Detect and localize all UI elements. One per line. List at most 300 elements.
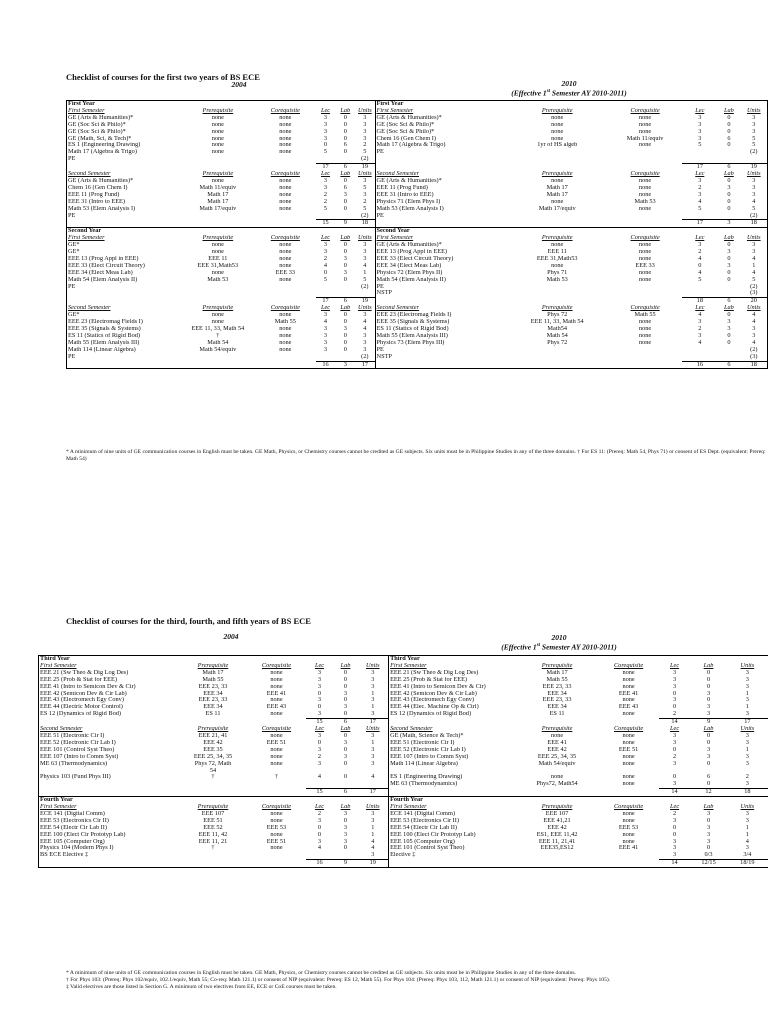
table-cell: EEE 52 (Electronic Cir Lab I) bbox=[40, 739, 116, 746]
curriculum-effective: (Effective 1st Semester AY 2010-2011) bbox=[501, 642, 617, 652]
table-cell: Math 54 bbox=[207, 339, 229, 346]
table-cell: 0 bbox=[727, 205, 731, 212]
table-cell: 5 bbox=[363, 149, 367, 156]
table-cell: 15 bbox=[306, 719, 334, 726]
checklist-table-first-two-years bbox=[66, 100, 768, 369]
table-cell: Lab bbox=[724, 235, 734, 242]
table-cell: 3 bbox=[752, 114, 756, 121]
table-cell: 5 bbox=[698, 276, 702, 283]
table-cell: 3 bbox=[745, 697, 749, 704]
table-cell bbox=[717, 149, 740, 156]
table-cell bbox=[682, 347, 717, 354]
table-cell: 3 bbox=[317, 683, 322, 690]
course-row bbox=[67, 326, 768, 333]
table-cell: none bbox=[211, 312, 224, 319]
course-row bbox=[39, 774, 768, 781]
table-cell: PE bbox=[375, 347, 507, 354]
table-cell: EEE 11, 21,41 bbox=[538, 838, 576, 845]
table-cell: 4 bbox=[698, 312, 702, 319]
table-cell bbox=[316, 290, 336, 297]
table-cell: Units bbox=[358, 235, 372, 242]
table-cell: 3 bbox=[752, 242, 756, 249]
table-cell: none bbox=[622, 774, 635, 781]
table-cell: 3 bbox=[698, 177, 702, 184]
table-cell: ES 12 (Dynamics of Rigid Bod) bbox=[389, 711, 516, 718]
table-cell: 0 bbox=[343, 177, 347, 184]
table-cell: none bbox=[638, 114, 652, 121]
table-cell: 3 bbox=[698, 191, 702, 198]
table-cell: Lec bbox=[320, 171, 331, 178]
table-cell: 0 bbox=[343, 732, 348, 739]
table-cell: 4 bbox=[752, 269, 756, 276]
table-cell: 3 bbox=[745, 760, 749, 767]
table-cell: EEE 42 bbox=[547, 746, 567, 753]
table-cell: PE bbox=[68, 212, 76, 219]
table-cell: GE (Arts & Humanities)* bbox=[375, 242, 507, 249]
table-cell: PE bbox=[375, 149, 507, 156]
table-cell bbox=[599, 768, 659, 775]
table-cell: EEE 13 (Prog Appl in EEE) bbox=[68, 255, 139, 262]
table-cell: none bbox=[279, 184, 292, 191]
table-cell: 3 bbox=[672, 683, 677, 690]
course-row bbox=[67, 122, 768, 129]
table-cell: 3 bbox=[706, 704, 711, 711]
table-cell: 3 bbox=[323, 326, 328, 332]
table-cell: EEE 11, 33, Math 54 bbox=[191, 326, 245, 332]
table-cell: none bbox=[622, 669, 635, 676]
table-cell: EEE 11 bbox=[208, 255, 228, 262]
table-cell bbox=[682, 149, 717, 156]
table-cell: 3 bbox=[672, 817, 677, 824]
course-row bbox=[67, 347, 768, 354]
table-cell: 4 bbox=[698, 269, 702, 276]
table-cell bbox=[717, 290, 740, 297]
table-cell: Second Semester bbox=[389, 726, 516, 733]
table-cell: 3 bbox=[745, 739, 749, 746]
table-cell: EEE 11, 33, Math 54 bbox=[530, 319, 584, 326]
table-cell: Math 55 (Elem Analysis III) bbox=[375, 333, 507, 340]
table-cell: 0/3 bbox=[704, 852, 713, 859]
table-cell bbox=[691, 768, 727, 775]
table-cell: none bbox=[279, 346, 292, 353]
course-row bbox=[67, 142, 768, 149]
table-cell: Lab bbox=[724, 305, 734, 312]
table-cell: Math 55 (Elem Analysis III) bbox=[68, 339, 140, 346]
table-cell: Physics 72 (Elem Phys II) bbox=[375, 270, 507, 277]
table-cell: ES1, EEE 11,42 bbox=[536, 831, 578, 838]
table-cell: 4 bbox=[752, 198, 756, 205]
course-row bbox=[39, 677, 768, 684]
table-cell: Physics 103 (Fund Phys III) bbox=[40, 774, 111, 781]
table-cell: 0 bbox=[706, 669, 711, 676]
table-cell: 0 bbox=[706, 683, 711, 690]
table-cell bbox=[599, 719, 659, 726]
table-cell: Lec bbox=[695, 305, 705, 312]
table-cell: 6 bbox=[706, 774, 711, 781]
table-cell bbox=[682, 156, 717, 163]
table-cell: First Year bbox=[67, 101, 376, 108]
course-row bbox=[39, 818, 768, 825]
table-cell: none bbox=[270, 732, 283, 739]
table-cell: EEE 52 (Electronic Cir Lab I) bbox=[389, 747, 516, 754]
table-cell: none bbox=[622, 781, 635, 788]
table-cell: none bbox=[270, 817, 283, 824]
table-cell: 3 bbox=[371, 732, 375, 739]
table-cell: Lab bbox=[724, 171, 734, 178]
table-cell: 18 bbox=[682, 298, 717, 305]
table-cell: Corequisite bbox=[261, 726, 292, 733]
table-cell: none bbox=[550, 732, 564, 739]
table-cell: Second Semester bbox=[375, 171, 507, 178]
table-cell: Elective ‡ bbox=[389, 852, 516, 859]
table-cell: 0 bbox=[343, 676, 348, 683]
table-cell bbox=[717, 284, 740, 291]
table-cell: 0 bbox=[343, 135, 347, 142]
table-cell bbox=[335, 290, 355, 297]
table-cell: 0 bbox=[343, 332, 347, 339]
table-cell: 0 bbox=[727, 177, 731, 184]
note: * A minimum of nine units of GE communication courses in English must be taken. GE Math, Physics, or Chemistry courses cannot be credited as GE subjects. Six units must be in Philippine Studies in any of the three domains. bbox=[66, 970, 576, 976]
table-cell: EEE 23 (Electromag Fields I) bbox=[68, 319, 143, 326]
table-cell: 3 bbox=[363, 249, 367, 256]
table-cell bbox=[507, 361, 608, 369]
table-cell: EEE 33 (Elect Circuit Theory) bbox=[375, 256, 507, 263]
table-cell bbox=[375, 361, 507, 369]
table-cell: EEE 25 (Prob & Stat for EEE) bbox=[389, 677, 516, 684]
table-cell: EEE 100 (Elect Cir Prototyp Lab) bbox=[389, 832, 516, 839]
table-cell: 0 bbox=[343, 128, 347, 135]
table-cell: none bbox=[279, 326, 292, 332]
table-cell bbox=[516, 789, 599, 797]
table-cell: Physics 104 (Modern Phys I) bbox=[40, 845, 114, 852]
table-cell bbox=[248, 860, 306, 868]
table-cell: 0 bbox=[343, 319, 347, 326]
table-cell: 4 bbox=[317, 774, 322, 781]
table-cell bbox=[717, 347, 740, 354]
table-cell: none bbox=[279, 142, 292, 149]
table-cell: Corequisite bbox=[613, 662, 644, 669]
table-cell: none bbox=[551, 128, 564, 135]
course-row bbox=[67, 249, 768, 256]
table-cell: Lab bbox=[340, 804, 351, 811]
table-cell: none bbox=[638, 142, 652, 149]
table-cell: EEE 53 (Electronics Cir II) bbox=[389, 818, 516, 825]
table-cell: 3 bbox=[371, 753, 375, 760]
table-cell: 5 bbox=[698, 205, 702, 212]
table-cell bbox=[179, 789, 248, 797]
table-cell: 3 bbox=[672, 739, 677, 746]
table-cell: none bbox=[279, 177, 292, 184]
table-cell: 3 bbox=[745, 781, 749, 788]
table-cell: Units bbox=[358, 305, 372, 312]
table-cell: ES 12 (Dynamics of Rigid Bod) bbox=[40, 711, 121, 718]
table-cell bbox=[334, 781, 358, 788]
table-cell: 3 bbox=[706, 831, 711, 838]
table-cell: Units bbox=[365, 662, 380, 669]
table-cell: 3 bbox=[752, 191, 756, 198]
table-cell bbox=[507, 220, 608, 228]
table-cell: none bbox=[551, 198, 564, 205]
course-row bbox=[67, 115, 768, 122]
table-cell: 1 bbox=[371, 739, 375, 746]
table-cell: 3 bbox=[363, 177, 367, 184]
table-cell: † bbox=[216, 332, 220, 339]
table-cell bbox=[181, 354, 256, 361]
table-cell: Physics 71 (Elem Phys I) bbox=[375, 199, 507, 206]
table-cell: 3 bbox=[672, 732, 677, 739]
table-cell: 0 bbox=[706, 781, 711, 788]
table-cell: 0 bbox=[727, 198, 731, 205]
table-cell: EEE 105 (Computer Org) bbox=[389, 839, 516, 846]
table-cell: none bbox=[211, 249, 224, 256]
table-cell: none bbox=[279, 198, 292, 205]
semester-total-row bbox=[67, 298, 768, 305]
table-cell: 3 bbox=[317, 697, 322, 704]
table-cell: 3 bbox=[706, 690, 711, 697]
table-cell: Math 55 bbox=[274, 319, 296, 326]
table-cell: First Semester bbox=[68, 235, 105, 242]
table-cell: EEE 21 (Sw Theo & Dig Log Des) bbox=[389, 670, 516, 677]
table-cell: 3 bbox=[727, 249, 731, 256]
table-cell: EEE 107 (Intro to Comm Syst) bbox=[389, 754, 516, 761]
table-cell: Math 53 (Elem Analysis I) bbox=[375, 206, 507, 213]
table-cell: 3 bbox=[363, 121, 367, 128]
course-row bbox=[39, 747, 768, 754]
table-cell: 6 bbox=[717, 298, 740, 305]
table-cell: 17 bbox=[682, 164, 717, 171]
table-cell: 0 bbox=[727, 114, 731, 121]
table-cell: 0 bbox=[343, 198, 347, 205]
table-cell: EEE 11, 21 bbox=[198, 838, 228, 845]
table-cell bbox=[334, 768, 358, 775]
table-cell: Corequisite bbox=[630, 235, 660, 242]
table-cell: 3 bbox=[672, 697, 677, 704]
table-cell: 0 bbox=[698, 262, 702, 269]
table-cell: none bbox=[279, 339, 292, 346]
table-cell bbox=[179, 852, 248, 859]
table-cell: 5 bbox=[363, 276, 367, 283]
table-cell: First Semester bbox=[375, 108, 507, 115]
table-cell: none bbox=[279, 205, 292, 212]
table-cell: none bbox=[622, 711, 635, 718]
table-cell: 0 bbox=[706, 732, 711, 739]
table-cell: 15 bbox=[306, 789, 334, 797]
table-cell: EEE 105 (Computer Org) bbox=[40, 838, 105, 845]
table-cell: EEE 41 bbox=[266, 690, 287, 697]
table-cell bbox=[507, 156, 608, 163]
table-cell: none bbox=[279, 191, 292, 198]
table-cell: none bbox=[211, 114, 224, 121]
table-cell: 2 bbox=[363, 198, 367, 205]
table-cell: 3 bbox=[672, 838, 677, 845]
table-cell: 0 bbox=[343, 242, 347, 249]
table-cell: 5 bbox=[363, 184, 367, 191]
table-cell: GE (Soc Sci & Philo)* bbox=[68, 121, 126, 128]
table-cell: 0 bbox=[727, 142, 731, 149]
table-cell: 0 bbox=[343, 746, 348, 753]
table-cell: 3 bbox=[752, 332, 756, 339]
table-cell bbox=[335, 354, 355, 361]
table-cell: EEE 53 bbox=[266, 824, 287, 831]
table-cell: 17 bbox=[355, 361, 375, 369]
semester-header-row bbox=[39, 804, 768, 811]
table-cell: 16 bbox=[316, 361, 336, 369]
table-cell: 6 bbox=[717, 164, 740, 171]
table-cell bbox=[608, 284, 683, 291]
table-cell: 4 bbox=[363, 326, 367, 332]
table-cell: 3 bbox=[343, 326, 347, 332]
table-cell: Math 17 (Algebra & Trigo) bbox=[375, 142, 507, 149]
table-cell: 0 bbox=[343, 774, 348, 781]
table-cell: (2) bbox=[361, 156, 369, 163]
table-cell bbox=[507, 213, 608, 220]
semester-header-row bbox=[39, 663, 768, 670]
table-cell: 3 bbox=[363, 312, 367, 319]
table-cell: Math 54 (Elem Analysis II) bbox=[68, 276, 138, 283]
table-cell: 4 bbox=[363, 319, 367, 326]
table-cell: Prerequisite bbox=[197, 662, 229, 669]
table-cell bbox=[181, 164, 256, 171]
table-cell: none bbox=[211, 319, 224, 326]
table-cell: none bbox=[279, 149, 292, 156]
table-cell: none bbox=[550, 774, 564, 781]
table-cell: none bbox=[279, 114, 292, 121]
table-cell: EEE 34 bbox=[547, 704, 567, 711]
course-row bbox=[39, 781, 768, 788]
table-cell: none bbox=[638, 184, 652, 191]
table-cell: GE* bbox=[68, 249, 80, 256]
table-cell: none bbox=[279, 312, 292, 319]
table-cell: EEE 51 bbox=[266, 838, 287, 845]
table-cell: EEE 34 bbox=[203, 704, 223, 711]
table-cell: Prerequisite bbox=[541, 171, 573, 178]
table-cell: EEE 51 bbox=[266, 739, 287, 746]
table-cell: 2 bbox=[323, 255, 328, 262]
table-cell: none bbox=[270, 669, 283, 676]
table-cell: 3 bbox=[317, 817, 322, 824]
table-cell: 5 bbox=[323, 205, 328, 212]
table-cell bbox=[516, 719, 599, 726]
table-cell: 4 bbox=[371, 845, 375, 852]
table-cell: First Semester bbox=[40, 804, 77, 811]
table-cell bbox=[608, 298, 683, 305]
table-cell: 0 bbox=[317, 704, 322, 711]
table-cell: Math 55 bbox=[634, 312, 656, 319]
table-cell: Phys 71 bbox=[547, 269, 568, 276]
table-cell: 3 bbox=[323, 135, 328, 142]
course-row bbox=[67, 199, 768, 206]
table-cell: none bbox=[211, 128, 224, 135]
page1-curriculum-2010 bbox=[484, 80, 654, 98]
table-cell: 9 bbox=[691, 719, 727, 726]
table-cell: 3 bbox=[323, 121, 328, 128]
table-cell bbox=[255, 164, 316, 171]
table-cell bbox=[255, 284, 316, 291]
table-cell: Prerequisite bbox=[197, 804, 229, 811]
checklist-table-upper-years bbox=[38, 655, 768, 868]
table-cell: EEE 31,Math53 bbox=[536, 255, 578, 262]
table-cell: Phys 72 bbox=[547, 312, 568, 319]
table-cell bbox=[181, 220, 256, 228]
table-cell: GE (Arts & Humanities)* bbox=[375, 115, 507, 122]
table-cell: Math 53 (Elem Analysis I) bbox=[68, 205, 136, 212]
table-cell: (2) bbox=[361, 353, 369, 360]
table-cell: 14 bbox=[659, 860, 691, 868]
table-cell bbox=[316, 354, 336, 361]
table-cell: 2 bbox=[317, 810, 322, 817]
table-cell: (3) bbox=[750, 353, 758, 360]
table-cell: EEE 34 (Elect Meas Lab) bbox=[68, 269, 133, 276]
table-cell: (2) bbox=[750, 149, 758, 156]
course-row bbox=[67, 185, 768, 192]
table-cell: 0 bbox=[343, 669, 348, 676]
table-cell: 6 bbox=[343, 142, 347, 149]
semester-total-row bbox=[67, 164, 768, 171]
table-cell: 3 bbox=[363, 346, 367, 353]
table-cell: 3 bbox=[371, 683, 375, 690]
table-cell: EEE 51 (Electronic Cir I) bbox=[40, 732, 105, 739]
table-cell: EEE 51 bbox=[203, 817, 223, 824]
table-cell: 6 bbox=[727, 135, 731, 142]
table-cell: 0 bbox=[343, 845, 348, 852]
table-cell: First Semester bbox=[389, 663, 516, 670]
table-cell: 2 bbox=[317, 753, 322, 760]
table-cell: 3 bbox=[363, 242, 367, 249]
course-row bbox=[67, 256, 768, 263]
table-cell: 3 bbox=[672, 760, 677, 767]
table-cell: EEE 35 bbox=[203, 746, 223, 753]
table-cell bbox=[255, 213, 316, 220]
table-cell: First Year bbox=[375, 101, 767, 108]
table-cell: 3 bbox=[343, 831, 348, 838]
table-cell: EEE 54 (Electr Cir Lab II) bbox=[40, 824, 107, 831]
table-cell: none bbox=[638, 339, 652, 346]
table-cell: 3 bbox=[317, 669, 322, 676]
table-cell: 3 bbox=[745, 753, 749, 760]
table-cell: Lec bbox=[670, 662, 680, 669]
table-cell: GE* bbox=[68, 312, 80, 319]
table-cell: Math54 bbox=[547, 326, 568, 332]
table-cell: 0 bbox=[343, 711, 348, 718]
table-cell: Prerequisite bbox=[541, 662, 573, 669]
table-cell: Prerequisite bbox=[197, 726, 229, 733]
course-row bbox=[67, 319, 768, 326]
table-cell: Math 11/equiv bbox=[626, 135, 664, 142]
table-cell: EEE 25 (Prob & Stat for EEE) bbox=[40, 676, 117, 683]
table-cell: 9 bbox=[334, 860, 358, 868]
table-cell: 6 bbox=[335, 164, 355, 171]
table-cell bbox=[507, 354, 608, 361]
table-cell: Second Semester bbox=[40, 726, 83, 733]
table-cell: GE (Arts & Humanities)* bbox=[375, 178, 507, 185]
table-cell: 5 bbox=[752, 205, 756, 212]
table-cell: Math 17 bbox=[546, 669, 568, 676]
table-cell bbox=[67, 298, 181, 305]
course-row bbox=[39, 845, 768, 852]
table-cell: EEE 21 (Sw Theo & Dig Log Des) bbox=[40, 669, 129, 676]
table-cell bbox=[179, 781, 248, 788]
table-cell: 3 bbox=[698, 121, 702, 128]
table-cell: EEE 23, 33 bbox=[198, 697, 228, 704]
table-cell: 3 bbox=[745, 711, 749, 718]
table-cell: EEE 25, 34, 35 bbox=[193, 753, 233, 760]
table-cell: 0 bbox=[343, 262, 347, 269]
table-cell: none bbox=[551, 114, 564, 121]
table-cell: EEE 43 (Electromech Egy Conv) bbox=[389, 697, 516, 704]
table-cell: 5 bbox=[323, 149, 328, 156]
course-row bbox=[39, 832, 768, 839]
table-cell: 3 bbox=[672, 669, 677, 676]
